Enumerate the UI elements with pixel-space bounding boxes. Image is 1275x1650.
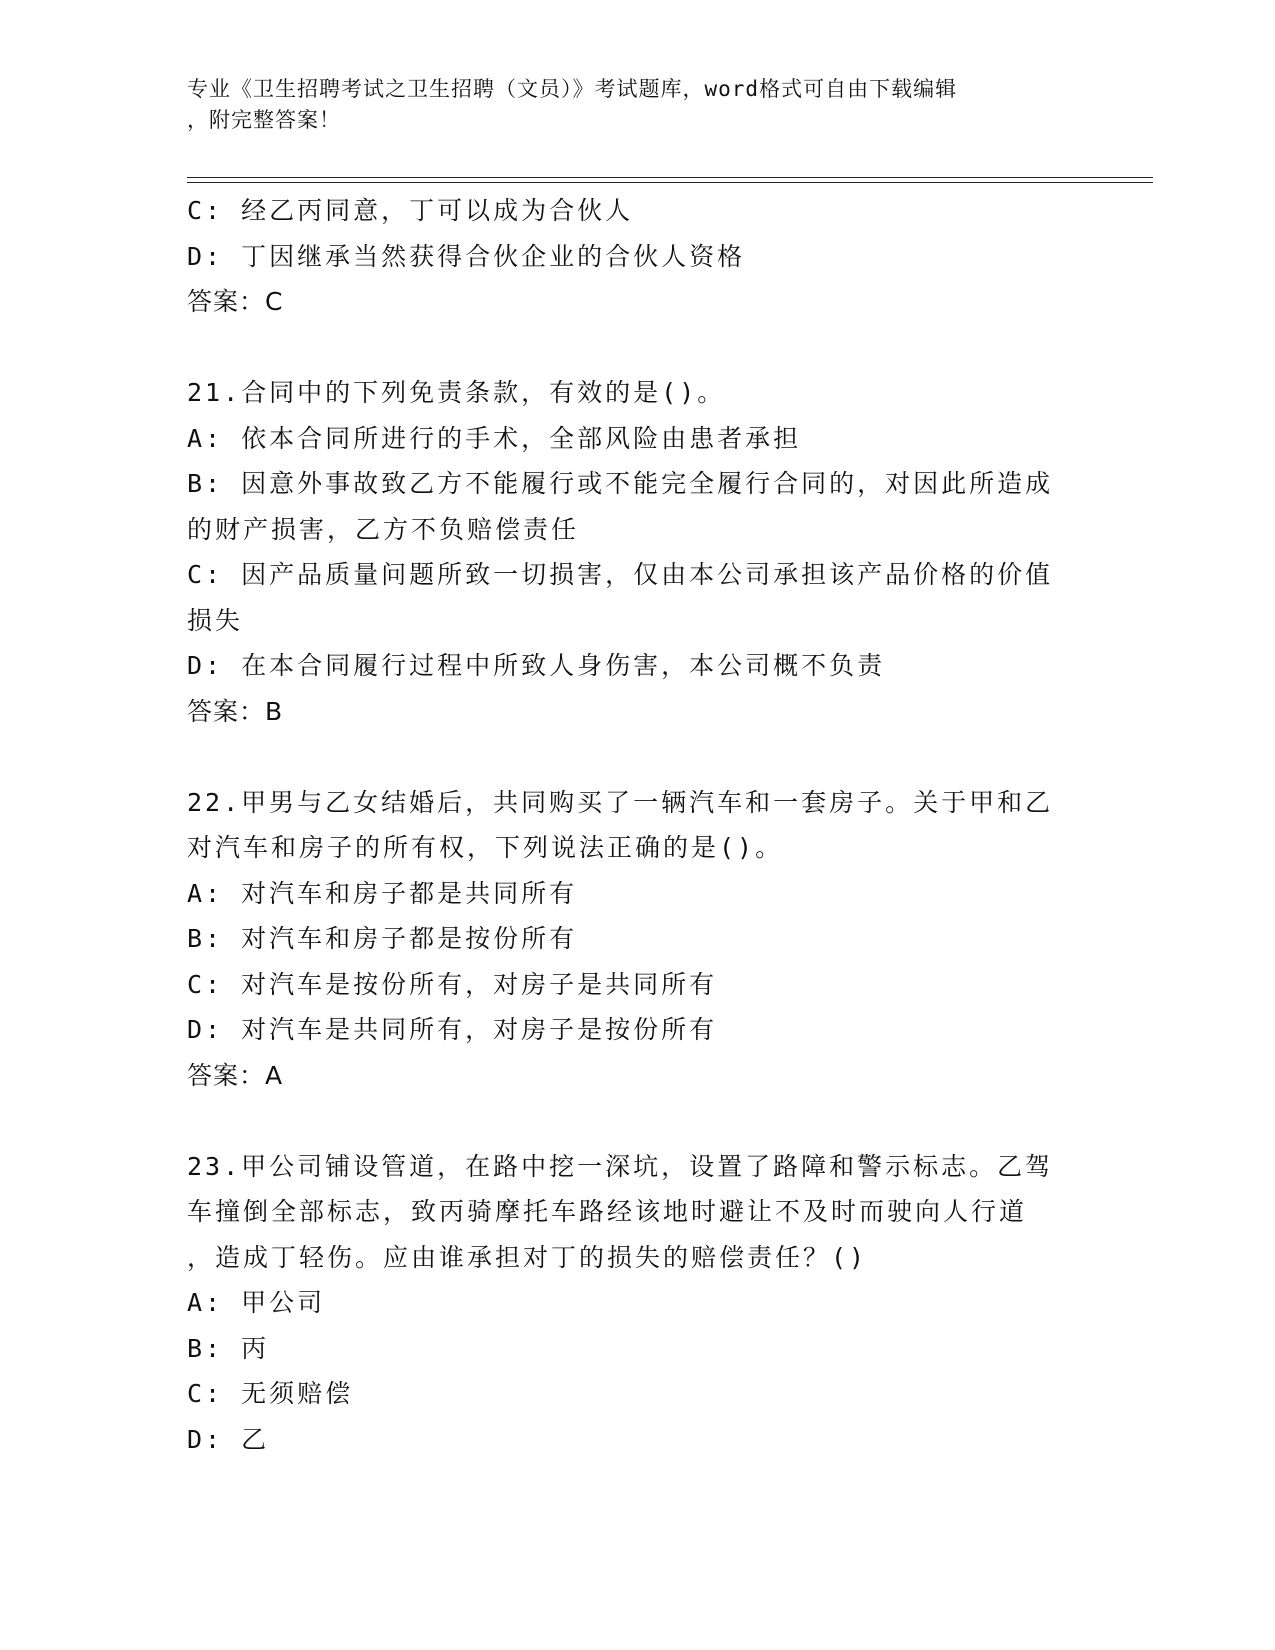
spacer xyxy=(187,1098,1077,1144)
header-line-2: ，附完整答案！ xyxy=(187,108,341,132)
option-line: A: 对汽车和房子都是共同所有 xyxy=(187,878,578,908)
question-stem: 23.甲公司铺设管道，在路中挖一深坑，设置了路障和警示标志。乙驾 xyxy=(187,1151,1054,1181)
continued-question xyxy=(187,188,1077,325)
option-line: D: 丁因继承当然获得合伙企业的合伙人资格 xyxy=(187,241,746,271)
option-line: C: 无须赔偿 xyxy=(187,1379,354,1408)
option-line: D: 对汽车是共同所有，对房子是按份所有 xyxy=(187,1015,718,1044)
page-header xyxy=(187,74,1067,136)
answer-line: 答案：B xyxy=(187,696,284,726)
option-line: C: 因产品质量问题所致一切损害，仅由本公司承担该产品价格的价值 xyxy=(187,560,1054,589)
option-line: 的财产损害，乙方不负赔偿责任 xyxy=(187,514,580,544)
option-line: D: 在本合同履行过程中所致人身伤害，本公司概不负责 xyxy=(187,651,886,680)
question-stem: ，造成丁轻伤。应由谁承担对丁的损失的赔偿责任？() xyxy=(187,1242,868,1272)
option-line: 损失 xyxy=(187,605,244,635)
question-21 xyxy=(187,370,1077,734)
question-23 xyxy=(187,1144,1077,1463)
question-stem: 21.合同中的下列免责条款，有效的是()。 xyxy=(187,378,726,407)
header-rule-top xyxy=(187,177,1153,178)
header-line-1: 专业《卫生招聘考试之卫生招聘（文员）》考试题库，word格式可自由下载编辑 xyxy=(187,77,958,101)
option-line: B: 丙 xyxy=(187,1333,270,1363)
question-stem: 车撞倒全部标志，致丙骑摩托车路经该地时避让不及时而驶向人行道 xyxy=(187,1197,1028,1226)
question-22 xyxy=(187,780,1077,1099)
option-line: A: 依本合同所进行的手术，全部风险由患者承担 xyxy=(187,423,802,453)
spacer xyxy=(187,325,1077,371)
option-line: C: 对汽车是按份所有，对房子是共同所有 xyxy=(187,969,718,999)
option-line: D: 乙 xyxy=(187,1424,270,1454)
spacer xyxy=(187,734,1077,780)
question-stem: 对汽车和房子的所有权，下列说法正确的是()。 xyxy=(187,833,784,862)
option-line: A: 甲公司 xyxy=(187,1288,326,1317)
answer-line: 答案：A xyxy=(187,1060,284,1090)
question-content xyxy=(187,188,1077,1462)
question-stem: 22.甲男与乙女结婚后，共同购买了一辆汽车和一套房子。关于甲和乙 xyxy=(187,787,1054,817)
option-line: C: 经乙丙同意，丁可以成为合伙人 xyxy=(187,196,634,225)
option-line: B: 对汽车和房子都是按份所有 xyxy=(187,924,578,953)
option-line: B: 因意外事故致乙方不能履行或不能完全履行合同的，对因此所造成 xyxy=(187,469,1054,498)
answer-line: 答案：C xyxy=(187,287,284,316)
header-rule-bottom xyxy=(187,182,1153,183)
